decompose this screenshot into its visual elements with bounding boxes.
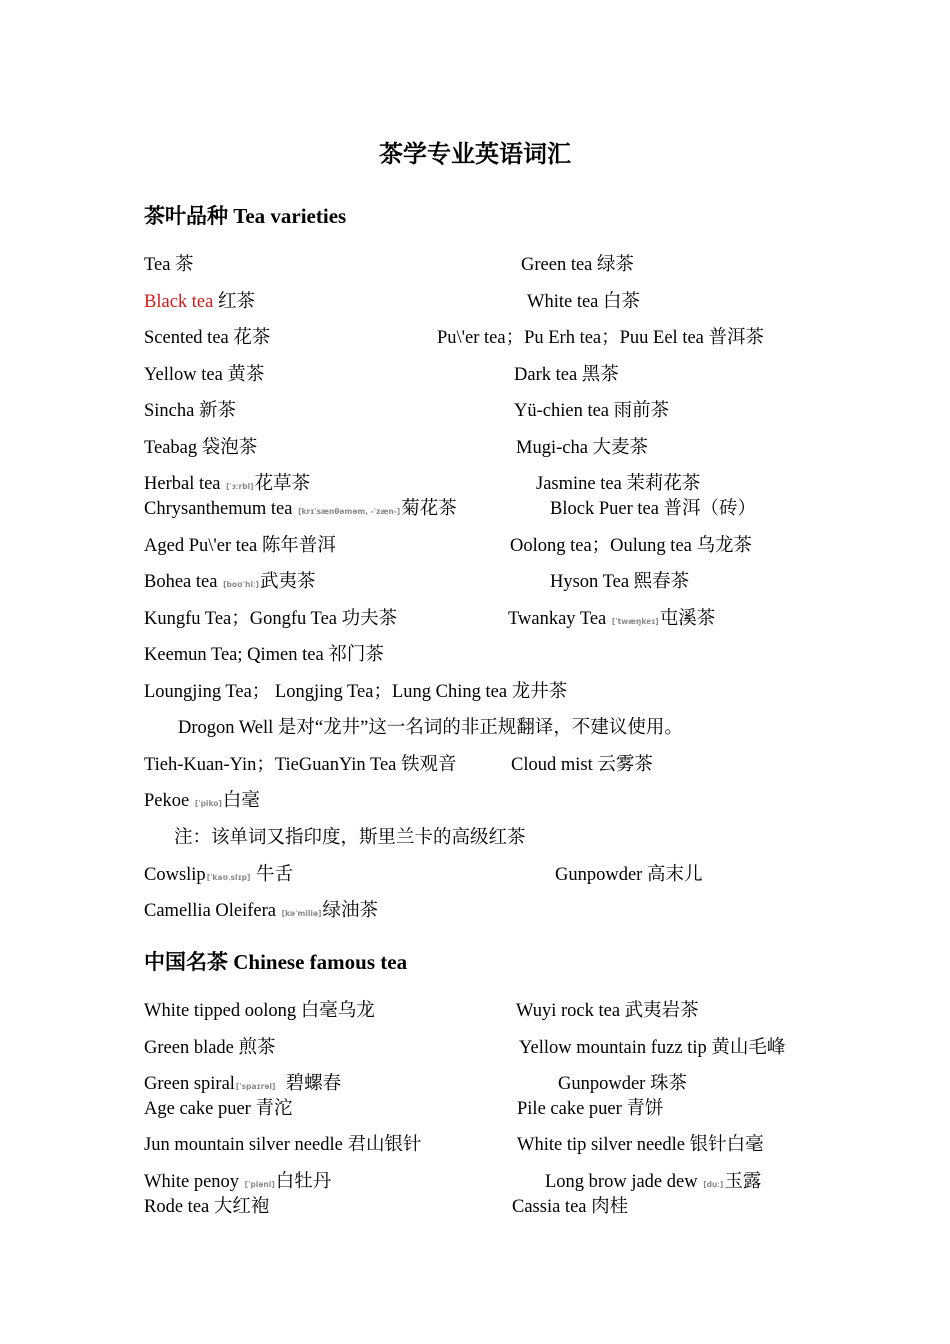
term-green-spiral-en: Green spiral — [144, 1074, 235, 1094]
term-pekoe — [144, 789, 260, 816]
note-pekoe: 注：该单词又指印度，斯里兰卡的高级红茶 — [174, 828, 526, 848]
term-twankay-tea-en: Twankay Tea — [508, 609, 607, 629]
section-heading-chinese-famous-tea: 中国名茶 Chinese famous tea — [144, 950, 408, 974]
section-heading-tea-varieties: 茶叶品种 Tea varieties — [144, 204, 347, 228]
term-white-penoy — [144, 1170, 331, 1197]
term-camellia-oleifera-cn: 绿油茶 — [322, 901, 378, 921]
phonetic-bohea: [boʊˈhiː] — [223, 580, 259, 589]
term-aged-puer-tea: Aged Pu\'er tea 陈年普洱 — [144, 536, 336, 556]
term-yu-chien-tea: Yü-chien tea 雨前茶 — [514, 401, 670, 421]
term-white-penoy-cn: 白牡丹 — [275, 1172, 332, 1192]
term-teabag: Teabag 袋泡茶 — [144, 438, 258, 458]
term-cassia-tea: Cassia tea 肉桂 — [512, 1197, 629, 1217]
term-bohea-tea-cn: 武夷茶 — [259, 572, 316, 592]
term-pekoe-en: Pekoe — [144, 791, 190, 811]
term-white-tip-silver-needle: White tip silver needle 银针白毫 — [517, 1135, 764, 1155]
term-yellow-mountain-fuzz-tip: Yellow mountain fuzz tip 黄山毛峰 — [519, 1038, 786, 1058]
term-tieguanyin: Tieh-Kuan-Yin；TieGuanYin Tea 铁观音 — [144, 755, 457, 775]
term-gunpowder-zhucha: Gunpowder 珠茶 — [558, 1074, 687, 1094]
term-herbal-tea-en: Herbal tea — [144, 474, 221, 494]
term-chrysanthemum-tea — [144, 497, 457, 524]
term-green-spiral-cn: 碧螺春 — [276, 1074, 342, 1094]
term-jun-mountain-silver-needle: Jun mountain silver needle 君山银针 — [144, 1135, 422, 1155]
term-gunpowder-gaomo: Gunpowder 高末儿 — [555, 865, 703, 885]
phonetic-herbal: [ˈɜːrbl] — [226, 482, 254, 491]
page-title: 茶学专业英语词汇 — [379, 142, 571, 168]
term-dark-tea: Dark tea 黑茶 — [514, 365, 619, 385]
term-pekoe-cn: 白毫 — [222, 791, 260, 811]
term-block-puer-tea: Block Puer tea 普洱（砖） — [550, 499, 757, 519]
term-green-spiral — [144, 1072, 341, 1099]
term-camellia-oleifera-en: Camellia Oleifera — [144, 901, 277, 921]
term-long-brow-jade-dew-cn: 玉露 — [724, 1172, 762, 1192]
term-keemun-tea: Keemun Tea; Qimen tea 祁门茶 — [144, 645, 384, 665]
term-white-tipped-oolong: White tipped oolong 白毫乌龙 — [144, 1001, 375, 1021]
term-cloud-mist: Cloud mist 云雾茶 — [511, 755, 653, 775]
term-chrysanthemum-tea-en: Chrysanthemum tea — [144, 499, 293, 519]
phonetic-cowslip: [ˈkaʊˌslɪp] — [206, 873, 251, 882]
term-age-cake-puer: Age cake puer 青沱 — [144, 1099, 293, 1119]
term-white-tea: White tea 白茶 — [527, 292, 641, 312]
term-bohea-tea-en: Bohea tea — [144, 572, 218, 592]
term-yellow-tea: Yellow tea 黄茶 — [144, 365, 265, 385]
term-hyson-tea: Hyson Tea 熙春茶 — [550, 572, 690, 592]
term-oolong-tea: Oolong tea；Oulung tea 乌龙茶 — [510, 536, 752, 556]
term-green-tea: Green tea 绿茶 — [521, 255, 635, 275]
term-black-tea-en: Black tea — [144, 292, 214, 312]
term-pile-cake-puer: Pile cake puer 青饼 — [517, 1099, 664, 1119]
term-scented-tea: Scented tea 花茶 — [144, 328, 271, 348]
term-black-tea-cn: 红茶 — [213, 292, 255, 312]
phonetic-chrysanthemum: [krɪˈsænθəməm, -ˈzæn-] — [298, 507, 401, 516]
term-cowslip — [144, 863, 293, 890]
term-black-tea — [144, 290, 255, 314]
phonetic-pekoe: [ˈpiko] — [194, 799, 222, 808]
term-camellia-oleifera — [144, 899, 378, 926]
term-cowslip-cn: 牛舌 — [251, 865, 294, 885]
term-herbal-tea-cn: 花草茶 — [254, 474, 311, 494]
phonetic-camellia: [kəˈmiliə] — [281, 909, 322, 918]
term-cowslip-en: Cowslip — [144, 865, 206, 885]
term-long-brow-jade-dew-en: Long brow jade dew — [545, 1172, 698, 1192]
term-green-blade: Green blade 煎茶 — [144, 1038, 276, 1058]
term-twankay-tea — [508, 607, 715, 634]
term-long-brow-jade-dew — [545, 1170, 761, 1197]
term-puer-tea: Pu\'er tea；Pu Erh tea；Puu Eel tea 普洱茶 — [437, 328, 765, 348]
phonetic-penoy: [ˈpiəni] — [244, 1180, 275, 1189]
term-jasmine-tea: Jasmine tea 茉莉花茶 — [536, 474, 701, 494]
term-rode-tea: Rode tea 大红袍 — [144, 1197, 270, 1217]
phonetic-twankay: [ˈtwæŋkeɪ] — [611, 617, 659, 626]
term-wuyi-rock-tea: Wuyi rock tea 武夷岩茶 — [516, 1001, 699, 1021]
term-chrysanthemum-tea-cn: 菊花茶 — [401, 499, 457, 519]
term-tea: Tea 茶 — [144, 255, 194, 275]
term-bohea-tea — [144, 570, 316, 597]
term-white-penoy-en: White penoy — [144, 1172, 240, 1192]
phonetic-spiral: [ˈspaɪrəl] — [235, 1082, 276, 1091]
phonetic-dew: [duː] — [703, 1180, 724, 1189]
term-longjing-tea: Loungjing Tea； Longjing Tea；Lung Ching tea 龙井茶 — [144, 682, 568, 702]
term-sincha: Sincha 新茶 — [144, 401, 236, 421]
term-twankay-tea-cn: 屯溪茶 — [659, 609, 716, 629]
note-drogon-well: Drogon Well 是对“龙井”这一名词的非正规翻译，不建议使用。 — [178, 718, 683, 738]
term-herbal-tea — [144, 472, 310, 499]
term-mugi-cha: Mugi-cha 大麦茶 — [516, 438, 649, 458]
term-kungfu-tea: Kungfu Tea；Gongfu Tea 功夫茶 — [144, 609, 398, 629]
